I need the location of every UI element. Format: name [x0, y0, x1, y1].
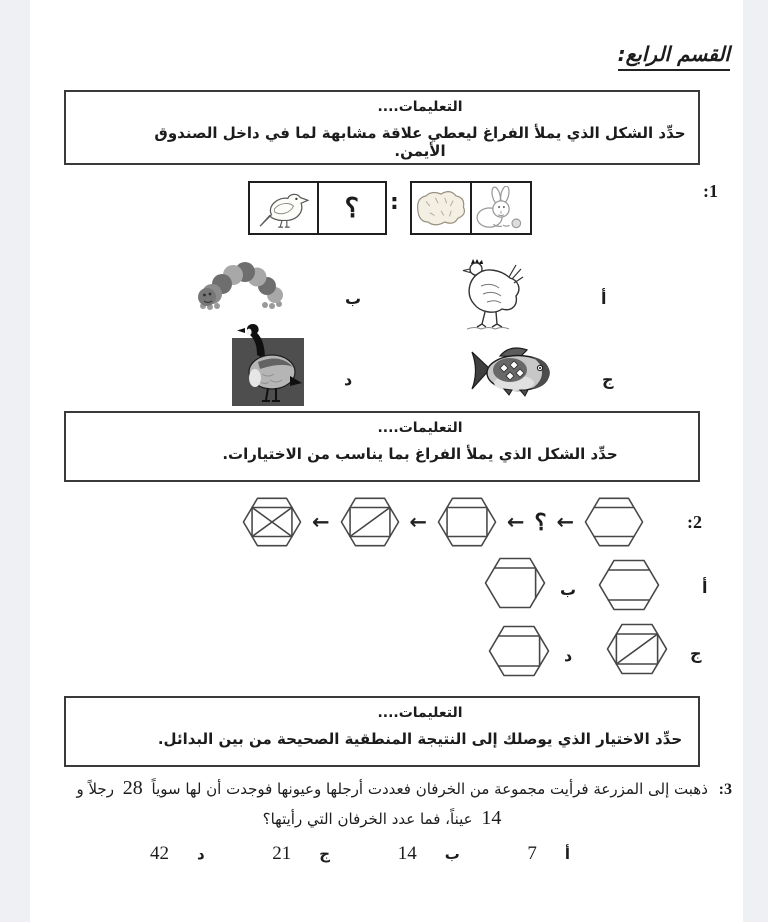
hexagon-top-chord-right-side [484, 556, 546, 610]
option-a[interactable] [455, 255, 615, 335]
eyes-count: 14 [481, 807, 502, 829]
option-c[interactable] [470, 340, 620, 410]
option-a-value: 7 [527, 843, 537, 864]
option-a-letter: أ [564, 845, 570, 863]
option-a-letter: أ [702, 578, 708, 597]
analogy-answer-box [248, 181, 387, 235]
option-c-letter: ج [690, 644, 702, 663]
left-arrow-icon: ← [312, 509, 330, 534]
left-arrow-icon: ← [409, 509, 428, 534]
hexagon-rectangle [437, 496, 497, 548]
chicken-image [455, 255, 525, 333]
option-a-letter: أ [601, 289, 607, 308]
analogy-separator: : [390, 190, 399, 215]
question-3-text: رجلاً و [76, 780, 114, 798]
option-b-letter: ب [345, 289, 362, 308]
option-a[interactable] [598, 558, 708, 612]
question-2-options [0, 556, 768, 690]
option-b-letter: ب [560, 580, 577, 599]
instructions-title: التعليمات.... [377, 705, 463, 721]
instructions-text: حدِّد الاختيار الذي يوصلك إلى النتيجة المنطقية الصحيحة من بين البدائل. [157, 730, 683, 748]
question-3-line-2 [0, 807, 768, 830]
instructions-title: التعليمات.... [377, 420, 463, 436]
instructions-box-1 [64, 90, 700, 165]
question-3-text: ذهبت إلى المزرعة فرأيت مجموعة من الخرفان فعددت أرجلها وعيونها فوجدت أن لها سوياً [151, 780, 708, 798]
option-b-value: 14 [397, 843, 417, 864]
analogy-prompt-box [410, 181, 532, 235]
option-b-letter: ب [444, 845, 460, 863]
instructions-text: حدِّد الشكل الذي يملأ الفراغ بما يناسب من الاختيارات. [222, 445, 618, 463]
instructions-box-3 [64, 696, 700, 767]
option-c[interactable] [606, 622, 702, 676]
instructions-text: حدِّد الشكل الذي يملأ الفراغ ليعطي علاقة مشابهة لما في داخل الصندوق الأيمن. [154, 124, 686, 160]
option-d-letter: د [197, 845, 205, 863]
question-2-number: 2: [687, 512, 702, 532]
caterpillar-image [195, 261, 295, 311]
hexagon-rectangle-one-diagonal [340, 496, 400, 548]
option-b[interactable] [195, 257, 365, 327]
section-header: القسم الرابع: [618, 42, 730, 71]
option-a[interactable] [527, 843, 570, 865]
option-d[interactable] [232, 338, 372, 410]
option-d[interactable] [488, 624, 573, 678]
option-d-value: 42 [150, 843, 170, 864]
option-d[interactable] [150, 843, 205, 865]
instructions-title: التعليمات.... [377, 99, 463, 115]
question-3-options [150, 839, 570, 869]
goose-image [232, 338, 304, 406]
rabbit-image [472, 183, 530, 233]
hexagon-rectangle-two-diagonals [242, 496, 302, 548]
fish-image [470, 342, 556, 400]
hexagon-top-bottom-chords [598, 558, 660, 612]
left-arrow-icon: ← [506, 509, 525, 534]
question-3-number: 3: [718, 781, 732, 798]
bird-image [250, 183, 319, 233]
left-arrow-icon: ← [556, 509, 575, 534]
option-b[interactable] [398, 843, 460, 865]
hexagon-rectangle-one-diagonal [606, 622, 668, 676]
option-c[interactable] [272, 843, 330, 865]
option-d-letter: د [344, 370, 353, 389]
question-3-text: عيناً، فما عدد الخرفان التي رأيتها؟ [262, 810, 473, 828]
rabbit-fur-image [412, 183, 472, 233]
question-mark: ؟ [344, 192, 359, 223]
hexagon-sequence [242, 494, 644, 550]
question-1-number: 1: [703, 181, 718, 201]
question-1-options [0, 245, 768, 415]
legs-count: 28 [122, 777, 143, 799]
option-d-letter: د [564, 646, 573, 665]
hexagon-top-bottom-chords [584, 496, 644, 548]
instructions-box-2 [64, 411, 700, 482]
option-c-letter: ج [602, 370, 614, 389]
sequence-question-mark: ؟ [534, 509, 547, 535]
question-3-line-1 [40, 777, 732, 800]
option-c-value: 21 [272, 843, 292, 864]
hexagon-top-bottom-chords-right-side [488, 624, 550, 678]
option-c-letter: ج [319, 845, 331, 863]
option-b[interactable] [484, 556, 577, 610]
